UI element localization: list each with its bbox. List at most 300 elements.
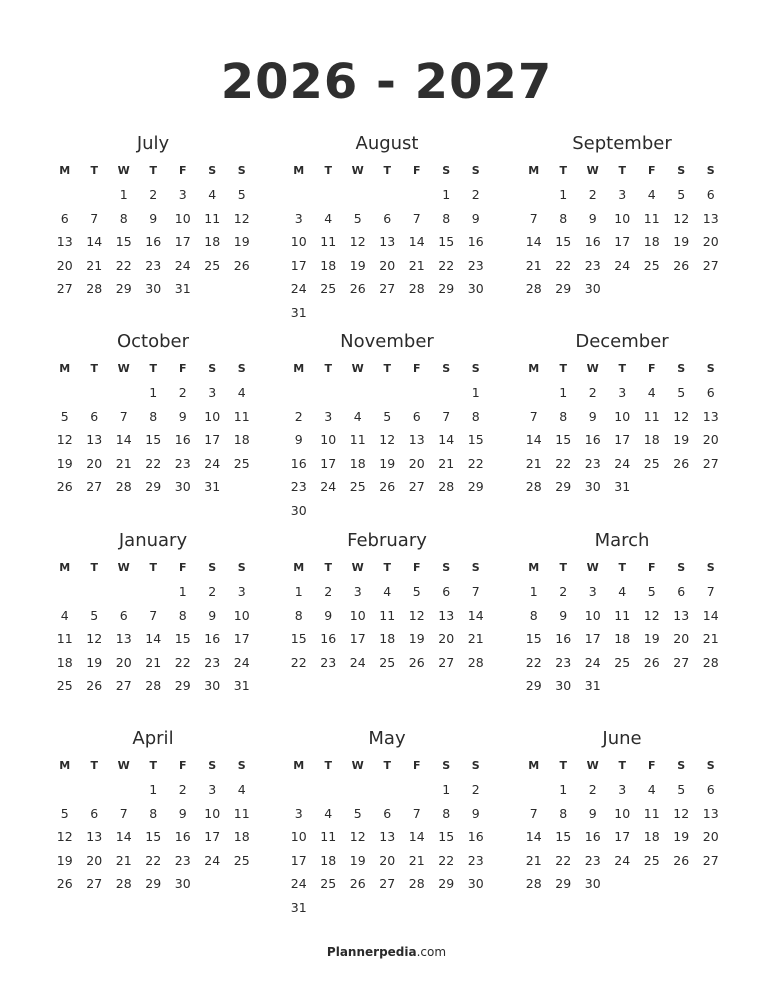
day-cell: 29 <box>555 876 572 891</box>
month-name: August <box>355 133 419 154</box>
day-cell: 5 <box>677 187 686 202</box>
day-cell: 3 <box>618 187 627 202</box>
weekday-header: W <box>351 164 364 177</box>
empty-cell <box>343 183 373 207</box>
empty-cell <box>373 381 403 405</box>
day-cell: 2 <box>588 385 597 400</box>
day-cell: 5 <box>677 385 686 400</box>
day-cell: 5 <box>383 408 392 424</box>
day-cell: 19 <box>86 654 103 670</box>
day-cell: 30 <box>290 502 307 518</box>
day-cell: 25 <box>643 257 660 273</box>
day-cell: 28 <box>525 876 542 891</box>
month-name: February <box>347 530 427 551</box>
day-cell: 19 <box>56 852 73 868</box>
day-cell: 25 <box>233 852 250 868</box>
day-cell: 21 <box>525 852 542 868</box>
day-cell: 23 <box>584 455 601 471</box>
weekday-header: T <box>90 759 98 772</box>
day-cell: 9 <box>588 408 597 424</box>
day-cell: 24 <box>204 852 221 868</box>
day-cell: 18 <box>320 257 337 273</box>
day-cell: 1 <box>294 584 303 599</box>
day-cell: 27 <box>115 678 132 693</box>
weekday-header: T <box>90 164 98 177</box>
weekday-header: T <box>559 561 567 574</box>
day-cell: 26 <box>673 852 690 868</box>
day-cell: 15 <box>115 234 132 249</box>
empty-cell <box>519 778 549 802</box>
day-cell: 10 <box>349 607 366 623</box>
day-cell: 27 <box>379 281 396 296</box>
weekday-header: T <box>324 164 332 177</box>
day-cell: 3 <box>324 408 333 424</box>
day-cell: 21 <box>86 257 103 273</box>
day-cell: 27 <box>702 257 719 273</box>
day-cell: 12 <box>408 607 425 623</box>
day-cell: 3 <box>618 782 627 797</box>
weekday-header: S <box>706 164 715 177</box>
month-name: June <box>602 728 642 749</box>
day-cell: 8 <box>471 408 480 424</box>
day-cell: 13 <box>379 234 396 249</box>
weekday-header: W <box>586 362 599 375</box>
day-cell: 1 <box>149 782 158 797</box>
weekday-header: T <box>618 362 626 375</box>
day-cell: 4 <box>324 210 333 226</box>
day-cell: 14 <box>115 432 132 447</box>
weekday-header: S <box>706 362 715 375</box>
day-cell: 20 <box>379 257 396 273</box>
day-cell: 14 <box>408 234 425 249</box>
day-cell: 28 <box>86 281 103 296</box>
day-cell: 22 <box>438 852 455 868</box>
weekday-header: M <box>293 759 305 772</box>
day-cell: 17 <box>290 257 307 273</box>
weekday-header: M <box>528 759 540 772</box>
day-cell: 3 <box>294 210 303 226</box>
day-cell: 25 <box>379 654 396 670</box>
day-cell: 19 <box>673 829 690 844</box>
day-cell: 19 <box>673 432 690 447</box>
day-cell: 24 <box>290 281 307 296</box>
day-cell: 14 <box>408 829 425 844</box>
day-cell: 3 <box>208 782 217 797</box>
day-cell: 8 <box>559 805 568 821</box>
footer-domain: .com <box>416 945 447 959</box>
day-cell: 6 <box>90 805 99 821</box>
day-cell: 6 <box>677 584 686 599</box>
day-cell: 28 <box>467 654 484 670</box>
day-cell: 26 <box>673 455 690 471</box>
day-cell: 31 <box>233 678 250 693</box>
weekday-header: W <box>586 561 599 574</box>
day-cell: 14 <box>145 631 162 646</box>
empty-cell <box>402 778 432 802</box>
weekday-header: M <box>59 561 71 574</box>
day-cell: 28 <box>408 876 425 891</box>
weekday-header: T <box>149 759 157 772</box>
month-december <box>519 329 725 499</box>
day-cell: 20 <box>673 631 690 646</box>
day-cell: 11 <box>643 408 660 424</box>
month-grid <box>50 357 256 499</box>
day-cell: 22 <box>174 654 191 670</box>
weekday-header: F <box>647 759 656 772</box>
weekday-header: F <box>647 164 656 177</box>
day-cell: 26 <box>673 257 690 273</box>
day-cell: 30 <box>584 281 601 296</box>
day-cell: 9 <box>588 805 597 821</box>
month-february <box>284 528 490 674</box>
day-cell: 27 <box>673 654 690 670</box>
month-name: July <box>136 133 170 154</box>
day-cell: 16 <box>584 432 601 447</box>
day-cell: 2 <box>324 584 333 599</box>
day-cell: 14 <box>115 829 132 844</box>
empty-cell <box>50 381 80 405</box>
day-cell: 12 <box>86 631 103 646</box>
day-cell: 14 <box>467 607 484 623</box>
weekday-header: S <box>237 164 246 177</box>
day-cell: 18 <box>233 829 250 844</box>
day-cell: 29 <box>145 876 162 891</box>
weekday-header: F <box>178 362 187 375</box>
day-cell: 15 <box>555 234 572 249</box>
day-cell: 24 <box>614 852 631 868</box>
day-cell: 27 <box>702 455 719 471</box>
day-cell: 1 <box>119 187 128 202</box>
day-cell: 8 <box>559 210 568 226</box>
weekday-header: S <box>208 362 217 375</box>
weekday-header: S <box>706 759 715 772</box>
weekday-header: S <box>677 561 686 574</box>
day-cell: 9 <box>178 408 187 424</box>
day-cell: 5 <box>412 584 421 599</box>
day-cell: 3 <box>618 385 627 400</box>
day-cell: 24 <box>614 455 631 471</box>
day-cell: 30 <box>204 678 221 693</box>
day-cell: 24 <box>614 257 631 273</box>
day-cell: 12 <box>56 829 73 844</box>
day-cell: 11 <box>349 432 366 447</box>
day-cell: 8 <box>559 408 568 424</box>
footer-brand: Plannerpedia <box>326 945 417 959</box>
day-cell: 21 <box>145 654 162 670</box>
weekday-header: S <box>442 561 451 574</box>
weekday-header: F <box>178 561 187 574</box>
weekday-header: T <box>149 362 157 375</box>
month-grid <box>284 556 490 674</box>
day-cell: 1 <box>559 187 568 202</box>
day-cell: 19 <box>56 455 73 471</box>
weekday-header: T <box>324 759 332 772</box>
day-cell: 26 <box>643 654 660 670</box>
day-cell: 26 <box>233 257 250 273</box>
day-cell: 9 <box>178 805 187 821</box>
day-cell: 7 <box>412 805 421 821</box>
day-cell: 15 <box>438 234 455 249</box>
day-cell: 4 <box>237 782 246 797</box>
day-cell: 7 <box>442 408 451 424</box>
day-cell: 23 <box>174 455 191 471</box>
day-cell: 4 <box>324 805 333 821</box>
day-cell: 29 <box>115 281 132 296</box>
day-cell: 4 <box>647 385 656 400</box>
day-cell: 1 <box>149 385 158 400</box>
day-cell: 8 <box>119 210 128 226</box>
day-cell: 6 <box>383 805 392 821</box>
day-cell: 4 <box>647 187 656 202</box>
day-cell: 20 <box>86 852 103 868</box>
month-grid <box>284 754 490 919</box>
day-cell: 3 <box>353 584 362 599</box>
day-cell: 28 <box>115 876 132 891</box>
day-cell: 16 <box>467 234 484 249</box>
day-cell: 6 <box>706 187 715 202</box>
day-cell: 30 <box>174 876 191 891</box>
day-cell: 17 <box>614 432 631 447</box>
day-cell: 12 <box>673 408 690 424</box>
day-cell: 9 <box>149 210 158 226</box>
day-cell: 18 <box>643 432 660 447</box>
month-name: September <box>572 133 672 154</box>
day-cell: 24 <box>349 654 366 670</box>
weekday-header: T <box>383 759 391 772</box>
day-cell: 16 <box>467 829 484 844</box>
day-cell: 15 <box>525 631 542 646</box>
month-january <box>50 528 256 698</box>
weekday-header: S <box>471 561 480 574</box>
day-cell: 24 <box>320 479 337 494</box>
day-cell: 20 <box>702 234 719 249</box>
day-cell: 23 <box>145 257 162 273</box>
day-cell: 10 <box>320 432 337 447</box>
day-cell: 23 <box>174 852 191 868</box>
day-cell: 6 <box>442 584 451 599</box>
day-cell: 6 <box>412 408 421 424</box>
day-cell: 8 <box>442 210 451 226</box>
day-cell: 3 <box>208 385 217 400</box>
day-cell: 27 <box>86 479 103 494</box>
day-cell: 8 <box>149 805 158 821</box>
weekday-header: T <box>324 561 332 574</box>
day-cell: 5 <box>353 805 362 821</box>
day-cell: 29 <box>438 876 455 891</box>
weekday-header: W <box>351 759 364 772</box>
day-cell: 28 <box>438 479 455 494</box>
day-cell: 18 <box>379 631 396 646</box>
day-cell: 28 <box>408 281 425 296</box>
day-cell: 20 <box>56 257 73 273</box>
day-cell: 27 <box>438 654 455 670</box>
day-cell: 28 <box>702 654 719 670</box>
day-cell: 11 <box>56 631 73 646</box>
day-cell: 17 <box>614 234 631 249</box>
day-cell: 25 <box>204 257 221 273</box>
day-cell: 27 <box>702 852 719 868</box>
day-cell: 4 <box>383 584 392 599</box>
weekday-header: T <box>383 561 391 574</box>
month-july <box>50 131 256 301</box>
day-cell: 3 <box>294 805 303 821</box>
weekday-header: M <box>293 561 305 574</box>
day-cell: 25 <box>643 455 660 471</box>
day-cell: 26 <box>349 876 366 891</box>
day-cell: 18 <box>643 829 660 844</box>
day-cell: 6 <box>706 782 715 797</box>
day-cell: 18 <box>56 654 73 670</box>
day-cell: 25 <box>320 281 337 296</box>
weekday-header: T <box>324 362 332 375</box>
day-cell: 27 <box>86 876 103 891</box>
weekday-header: F <box>412 759 421 772</box>
day-cell: 29 <box>555 281 572 296</box>
day-cell: 20 <box>408 455 425 471</box>
day-cell: 6 <box>119 607 128 623</box>
day-cell: 15 <box>438 829 455 844</box>
day-cell: 11 <box>233 805 250 821</box>
month-may <box>284 726 490 919</box>
day-cell: 23 <box>467 852 484 868</box>
day-cell: 16 <box>174 432 191 447</box>
day-cell: 29 <box>438 281 455 296</box>
day-cell: 24 <box>174 257 191 273</box>
day-cell: 20 <box>379 852 396 868</box>
weekday-header: M <box>293 164 305 177</box>
day-cell: 10 <box>290 829 307 844</box>
day-cell: 9 <box>471 805 480 821</box>
month-name: March <box>594 530 650 551</box>
day-cell: 6 <box>383 210 392 226</box>
day-cell: 12 <box>673 210 690 226</box>
day-cell: 2 <box>208 584 217 599</box>
day-cell: 25 <box>320 876 337 891</box>
day-cell: 17 <box>174 234 191 249</box>
day-cell: 7 <box>471 584 480 599</box>
empty-cell <box>373 778 403 802</box>
weekday-header: W <box>117 164 130 177</box>
day-cell: 16 <box>174 829 191 844</box>
weekday-header: T <box>618 759 626 772</box>
day-cell: 5 <box>237 187 246 202</box>
month-april <box>50 726 256 896</box>
day-cell: 25 <box>643 852 660 868</box>
day-cell: 13 <box>86 829 103 844</box>
day-cell: 31 <box>584 678 601 693</box>
weekday-header: W <box>117 362 130 375</box>
weekday-header: S <box>706 561 715 574</box>
day-cell: 18 <box>320 852 337 868</box>
day-cell: 10 <box>174 210 191 226</box>
empty-cell <box>109 778 139 802</box>
empty-cell <box>50 580 80 604</box>
month-name: November <box>340 331 434 352</box>
day-cell: 8 <box>529 607 538 623</box>
day-cell: 10 <box>233 607 250 623</box>
day-cell: 12 <box>56 432 73 447</box>
day-cell: 21 <box>467 631 484 646</box>
day-cell: 17 <box>584 631 601 646</box>
day-cell: 30 <box>145 281 162 296</box>
weekday-header: T <box>90 362 98 375</box>
day-cell: 22 <box>145 455 162 471</box>
day-cell: 28 <box>525 479 542 494</box>
day-cell: 19 <box>643 631 660 646</box>
month-march <box>519 528 725 698</box>
day-cell: 22 <box>555 852 572 868</box>
day-cell: 1 <box>471 385 480 400</box>
day-cell: 15 <box>290 631 307 646</box>
day-cell: 2 <box>178 385 187 400</box>
month-september <box>519 131 725 301</box>
month-name: December <box>575 331 669 352</box>
day-cell: 13 <box>673 607 690 623</box>
weekday-header: T <box>90 561 98 574</box>
day-cell: 7 <box>412 210 421 226</box>
weekday-header: S <box>208 164 217 177</box>
day-cell: 30 <box>555 678 572 693</box>
day-cell: 22 <box>438 257 455 273</box>
day-cell: 12 <box>349 234 366 249</box>
weekday-header: M <box>528 561 540 574</box>
day-cell: 13 <box>86 432 103 447</box>
day-cell: 8 <box>178 607 187 623</box>
day-cell: 19 <box>673 234 690 249</box>
day-cell: 9 <box>471 210 480 226</box>
weekday-header: F <box>647 561 656 574</box>
day-cell: 16 <box>204 631 221 646</box>
day-cell: 22 <box>555 455 572 471</box>
day-cell: 1 <box>442 782 451 797</box>
day-cell: 30 <box>584 876 601 891</box>
weekday-header: S <box>237 362 246 375</box>
day-cell: 24 <box>584 654 601 670</box>
day-cell: 16 <box>584 829 601 844</box>
weekday-header: S <box>208 759 217 772</box>
day-cell: 7 <box>529 408 538 424</box>
day-cell: 21 <box>525 455 542 471</box>
weekday-header: T <box>618 164 626 177</box>
month-grid <box>519 556 725 698</box>
day-cell: 19 <box>408 631 425 646</box>
day-cell: 14 <box>525 829 542 844</box>
day-cell: 13 <box>438 607 455 623</box>
weekday-header: F <box>412 362 421 375</box>
day-cell: 18 <box>349 455 366 471</box>
day-cell: 17 <box>320 455 337 471</box>
day-cell: 14 <box>86 234 103 249</box>
month-grid <box>519 754 725 896</box>
weekday-header: S <box>442 362 451 375</box>
day-cell: 19 <box>233 234 250 249</box>
day-cell: 31 <box>174 281 191 296</box>
day-cell: 1 <box>559 385 568 400</box>
day-cell: 23 <box>467 257 484 273</box>
empty-cell <box>80 183 110 207</box>
month-august <box>284 131 490 324</box>
day-cell: 1 <box>559 782 568 797</box>
weekday-header: W <box>586 164 599 177</box>
day-cell: 20 <box>702 829 719 844</box>
day-cell: 16 <box>555 631 572 646</box>
day-cell: 11 <box>643 805 660 821</box>
day-cell: 17 <box>290 852 307 868</box>
day-cell: 27 <box>56 281 73 296</box>
day-cell: 28 <box>115 479 132 494</box>
weekday-header: M <box>59 164 71 177</box>
day-cell: 18 <box>614 631 631 646</box>
